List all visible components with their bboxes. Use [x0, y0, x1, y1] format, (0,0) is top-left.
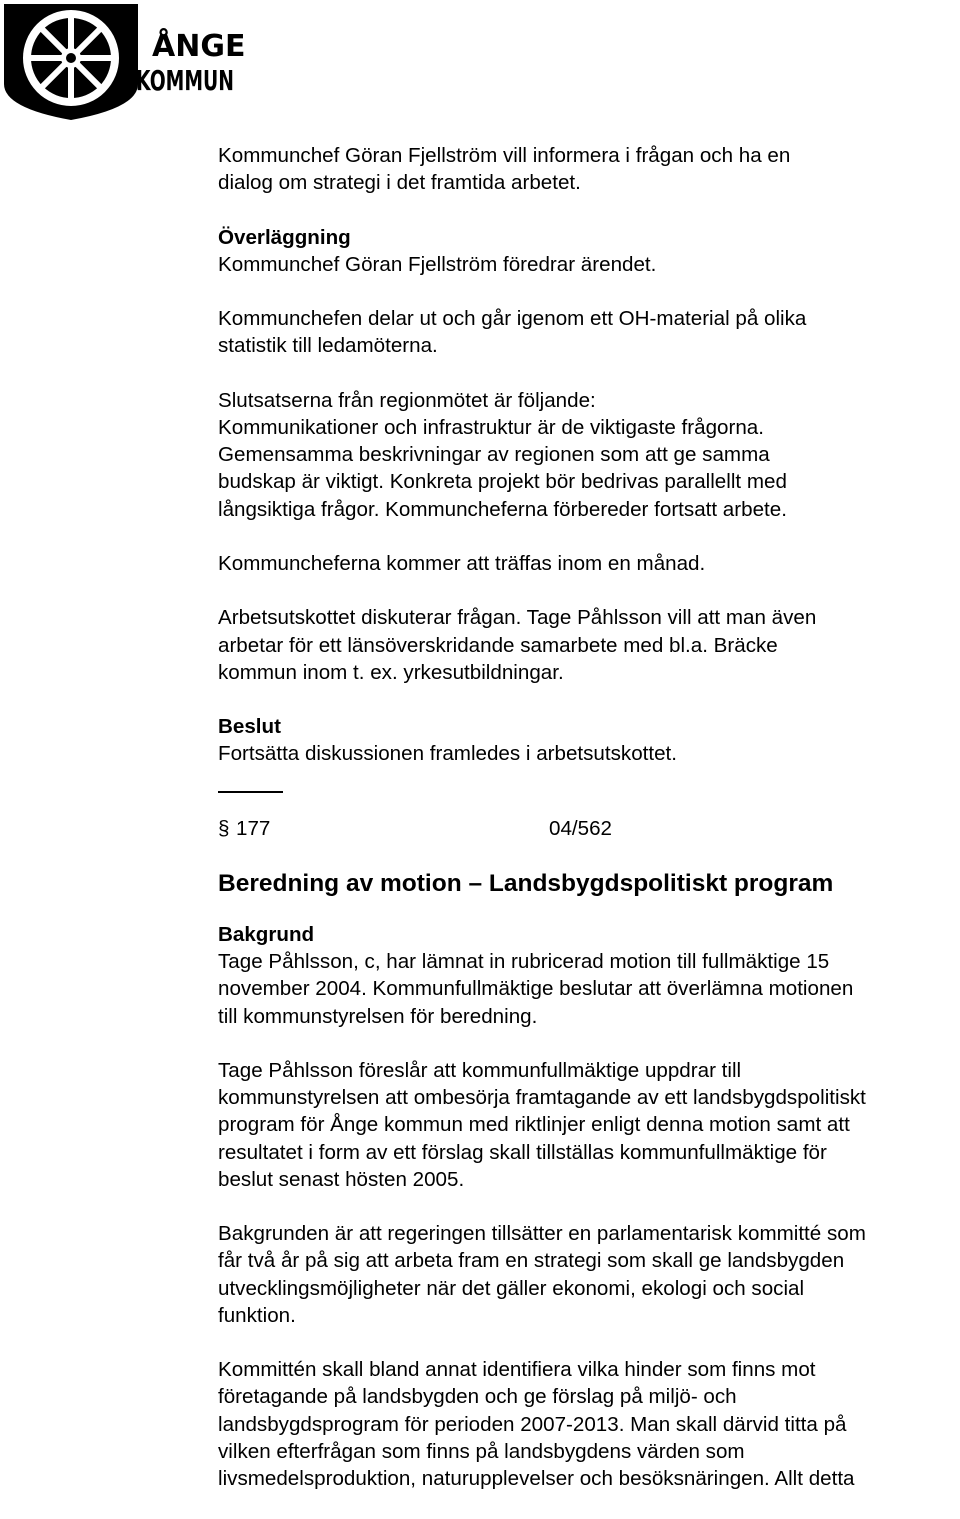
text-line: november 2004. Kommunfullmäktige beslutar att överlämna motionen: [218, 977, 854, 1001]
paragraph-heading: Bakgrund: [218, 922, 315, 946]
text-line: långsiktiga frågor. Kommuncheferna förbereder fortsatt arbete.: [218, 497, 787, 521]
text-line: Tage Påhlsson föreslår att kommunfullmäktige uppdrar till: [218, 1058, 742, 1082]
section-title: Beredning av motion – Landsbygdspolitiskt program: [218, 869, 834, 897]
paragraph: [218, 1356, 960, 1492]
text-line: program för Ånge kommun med riktlinjer enligt denna motion samt att: [218, 1113, 850, 1137]
paragraph: [218, 142, 960, 196]
paragraph: [218, 604, 960, 686]
text-line: statistik till ledamöterna.: [218, 334, 438, 358]
paragraph: [218, 550, 960, 577]
minutes-paragraphs: [218, 142, 960, 768]
paragraph: [218, 1057, 960, 1193]
section-divider: [218, 791, 283, 793]
text-line: Slutsatserna från regionmötet är följande:: [218, 388, 596, 412]
paragraph-heading: Överläggning: [218, 225, 351, 249]
paragraph-sign: §: [218, 816, 230, 840]
text-line: budskap är viktigt. Konkreta projekt bör bedrivas parallellt med: [218, 470, 787, 494]
section-reference: [218, 815, 960, 842]
text-line: livsmedelsproduktion, naturupplevelser och besöksnäringen. Allt detta: [218, 1466, 855, 1490]
text-line: Kommunchef Göran Fjellström vill informera i frågan och ha en: [218, 144, 791, 167]
text-line: funktion.: [218, 1303, 296, 1327]
text-line: Kommittén skall bland annat identifiera vilka hinder som finns mot: [218, 1358, 816, 1382]
section-paragraphs: [218, 921, 960, 1492]
text-line: dialog om strategi i det framtida arbetet.: [218, 171, 581, 195]
text-line: beslut senast hösten 2005.: [218, 1167, 465, 1191]
paragraph: [218, 387, 960, 523]
text-line: Kommunchefen delar ut och går igenom ett OH-material på olika: [218, 307, 807, 331]
wheel-shield-icon: [0, 0, 246, 124]
paragraph: [218, 713, 960, 767]
paragraph: [218, 224, 960, 278]
text-line: Fortsätta diskussionen framledes i arbetsutskottet.: [218, 742, 677, 766]
logo-text-line1: ÅNGE: [152, 29, 246, 64]
text-line: till kommunstyrelsen för beredning.: [218, 1004, 538, 1028]
text-line: företagande på landsbygden och ge förslag på miljö- och: [218, 1385, 737, 1409]
text-line: landsbygdsprogram för perioden 2007-2013. Man skall därvid titta på: [218, 1412, 847, 1436]
paragraph: [218, 921, 960, 1030]
text-line: Kommuncheferna kommer att träffas inom en månad.: [218, 551, 706, 575]
text-line: resultatet i form av ett förslag skall tillställas kommunfullmäktige för: [218, 1140, 827, 1164]
text-line: Tage Påhlsson, c, har lämnat in rubricerad motion till fullmäktige 15: [218, 950, 830, 974]
paragraph: [218, 1220, 960, 1329]
text-line: utvecklingsmöjligheter när det gäller ekonomi, ekologi och social: [218, 1276, 805, 1300]
text-line: Gemensamma beskrivningar av regionen som att ge samma: [218, 443, 770, 467]
text-line: Kommunchef Göran Fjellström föredrar ärendet.: [218, 252, 657, 276]
text-line: arbetar för ett länsöverskridande samarbete med bl.a. Bräcke: [218, 633, 778, 657]
case-id: 04/562: [549, 816, 612, 840]
text-line: Arbetsutskottet diskuterar frågan. Tage Påhlsson vill att man även: [218, 606, 817, 630]
text-line: vilken efterfrågan som finns på landsbygdens värden som: [218, 1439, 745, 1463]
logo-text-line2: KOMMUN: [136, 64, 234, 97]
text-line: Kommunikationer och infrastruktur är de viktigaste frågorna.: [218, 415, 764, 439]
text-line: kommunstyrelsen att ombesörja framtagande av ett landsbygdspolitiskt: [218, 1086, 866, 1110]
paragraph: [218, 305, 960, 359]
municipality-logo: [0, 0, 246, 124]
paragraph-heading: Beslut: [218, 715, 281, 739]
section-number: 177: [236, 816, 271, 840]
text-line: Bakgrunden är att regeringen tillsätter en parlamentarisk kommitté som: [218, 1222, 866, 1246]
text-line: kommun inom t. ex. yrkesutbildningar.: [218, 660, 564, 684]
text-line: får två år på sig att arbeta fram en strategi som skall ge landsbygden: [218, 1249, 845, 1273]
document-body: [218, 142, 960, 1519]
